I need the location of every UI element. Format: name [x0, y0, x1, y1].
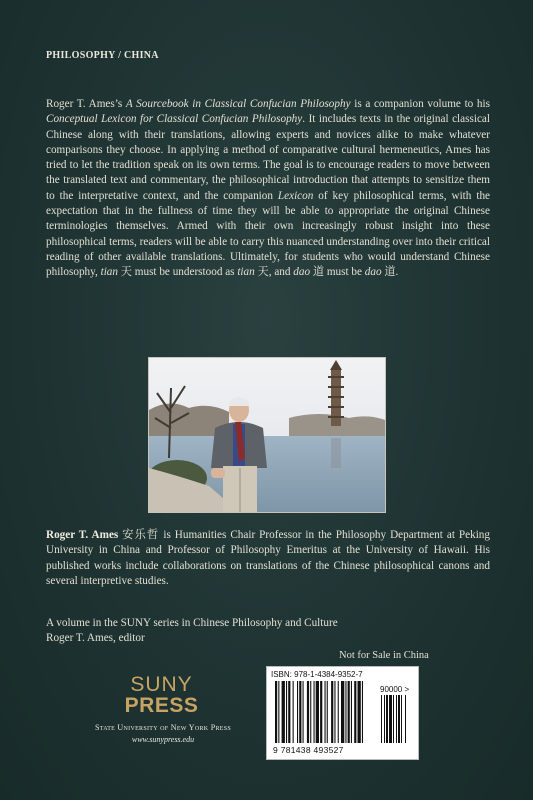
author-photo	[148, 357, 386, 513]
price-code: 90000 >	[380, 685, 410, 694]
barcode-bar	[338, 681, 339, 743]
term-dao: dao	[364, 266, 382, 279]
isbn-label: ISBN: 978-1-4384-9352-7	[271, 670, 363, 679]
suny-press-logo	[114, 674, 209, 716]
barcode-bar	[303, 681, 304, 743]
term-dao: dao	[293, 266, 311, 279]
price-bar	[381, 695, 382, 743]
barcode-bar	[297, 681, 298, 743]
barcode-bar	[299, 681, 301, 743]
barcode-bar	[307, 681, 309, 743]
logo-suny: SUNY	[130, 673, 193, 696]
barcode-bar	[334, 681, 335, 743]
series-editor: Roger T. Ames, editor	[46, 632, 145, 645]
barcode-bar	[345, 681, 346, 743]
category-label: PHILOSOPHY / CHINA	[46, 50, 159, 61]
blurb-text: is a companion volume to his	[350, 98, 490, 110]
barcode-bar	[314, 681, 315, 743]
price-bar	[398, 695, 400, 743]
price-bar	[396, 695, 397, 743]
blurb-text: 天 must be understood as	[118, 266, 238, 279]
barcode-bar	[310, 681, 311, 743]
barcode-bar	[278, 681, 279, 743]
companion-title: Conceptual Lexicon for Classical Confucian Philosophy	[46, 113, 303, 126]
price-bar	[405, 695, 406, 743]
blurb-text: . It includes texts in the original classical Chinese along with their translations, allowing experts and novices alike to make whatever comparisons they choose. In applying a method of comparative cultural hermeneutics, Ames has tried to let the tradition speak on its own terms. The goal is to encourage readers to move between the translated text and commentary, the philosophical introduction that attempts to sensitize them to the interpretative context, and the companion	[46, 113, 490, 202]
author-bio-text: 安乐哲 is Humanities Chair Professor in the Philosophy Department at Peking University in China and Professor of Philosophy Emeritus at the University of Hawaii. His published works include collaborations on translations of the Chinese philosophical canons and several interpretive studies.	[46, 529, 490, 587]
price-bar	[393, 695, 394, 743]
book-description	[46, 97, 490, 281]
barcode-bar	[320, 681, 322, 743]
barcode-box	[266, 666, 419, 760]
barcode-bar	[282, 681, 285, 743]
barcode-bar	[293, 681, 294, 743]
barcode-bar	[316, 681, 319, 743]
author-name: Roger T. Ames	[46, 529, 119, 541]
barcode-bar	[354, 681, 356, 743]
logo-press: PRESS	[124, 694, 199, 717]
blurb-text: 天, and	[254, 266, 294, 279]
blurb-text: 道.	[381, 266, 399, 279]
barcode-bar	[358, 681, 361, 743]
term-tian: tian	[100, 266, 118, 279]
author-bio	[46, 528, 490, 589]
blurb-text: 道 must be	[310, 266, 365, 279]
barcode-bar	[341, 681, 344, 743]
price-bar	[384, 695, 385, 743]
barcode-bar	[331, 681, 333, 743]
barcode-bar	[275, 681, 277, 743]
barcode-bar	[362, 681, 363, 743]
price-bar	[401, 695, 402, 743]
blurb-text: Roger T. Ames’s	[46, 98, 126, 110]
not-for-sale-notice: Not for Sale in China	[339, 650, 429, 661]
barcode-bar	[286, 681, 287, 743]
lexicon-title: Lexicon	[277, 189, 314, 202]
publisher-website: www.sunypress.edu	[131, 735, 195, 744]
publisher-name: State University of New York Press	[95, 723, 231, 732]
author-photo-image	[149, 358, 385, 512]
barcode-bar	[351, 681, 352, 743]
price-bar	[389, 695, 392, 743]
barcode-bar	[327, 681, 328, 743]
ean-number: 9 781438 493527	[273, 745, 344, 755]
term-tian: tian	[237, 266, 255, 279]
price-bar	[386, 695, 388, 743]
barcode-bar	[288, 681, 290, 743]
blurb-text: of key philosophical terms, with the expectation that in the fullness of time they will be able to appropriate the original Chinese terminologies themselves. Armed with their own increasingly robust insight into these philosophical terms, readers will be able to carry this nuanced understanding over into their critical reading of other available translations. Ultimately, for students who would understand Chinese philosophy,	[46, 189, 491, 279]
barcode-bar	[348, 681, 350, 743]
barcode-bar	[325, 681, 326, 743]
book-title: A Sourcebook in Classical Confucian Philosophy	[125, 98, 351, 110]
series-info	[46, 616, 490, 647]
series-name: A volume in the SUNY series in Chinese Philosophy and Culture	[46, 617, 338, 629]
